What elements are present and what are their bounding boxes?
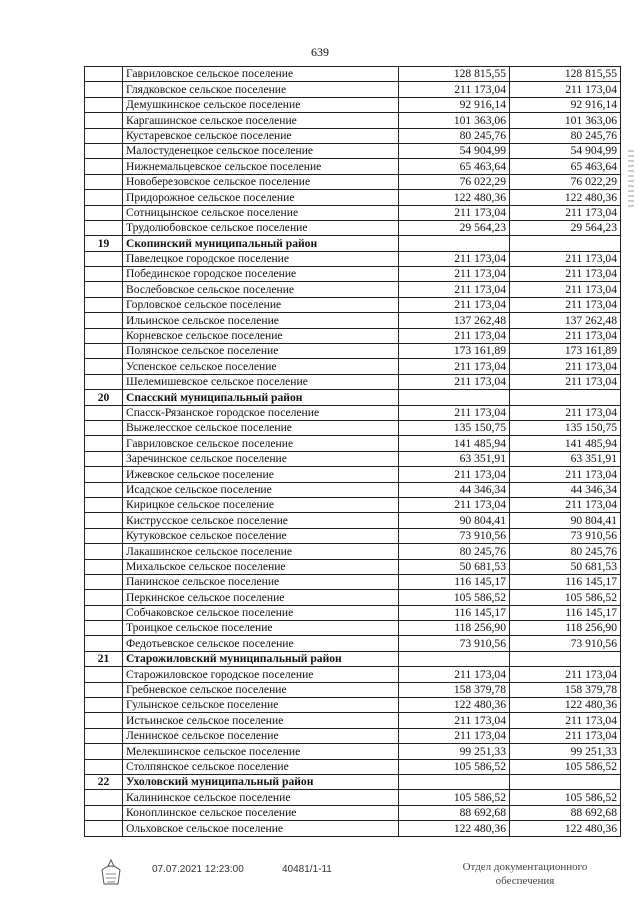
settlement-name: Кирицкое сельское поселение (123, 497, 399, 512)
settlement-name: Гребневское сельское поселение (123, 682, 399, 697)
row-number (85, 790, 123, 805)
amount-column-1: 105 586,52 (399, 759, 510, 774)
amount-column-2: 116 145,17 (510, 574, 621, 589)
table-row (85, 220, 621, 235)
amount-column-2: 211 173,04 (510, 728, 621, 743)
amount-column-1: 50 681,53 (399, 559, 510, 574)
settlement-name: Столпянское сельское поселение (123, 759, 399, 774)
table-row (85, 297, 621, 312)
settlement-name: Собчаковское сельское поселение (123, 605, 399, 620)
row-number (85, 744, 123, 759)
table-row (85, 143, 621, 158)
amount-column-1: 211 173,04 (399, 82, 510, 97)
table-row (85, 405, 621, 420)
table-row (85, 251, 621, 266)
amount-column-1: 122 480,36 (399, 698, 510, 713)
amount-column-2: 211 173,04 (510, 267, 621, 282)
table-row (85, 467, 621, 482)
row-number (85, 636, 123, 651)
amount-column-1: 54 904,99 (399, 143, 510, 158)
amount-column-1: 80 245,76 (399, 544, 510, 559)
amount-column-1: 65 463,64 (399, 159, 510, 174)
settlement-name: Спасский муниципальный район (123, 390, 399, 405)
document-number: 40481/1-11 (282, 864, 332, 875)
amount-column-2: 99 251,33 (510, 744, 621, 759)
settlement-name: Ленинское сельское поселение (123, 728, 399, 743)
settlement-name: Глядковское сельское поселение (123, 82, 399, 97)
row-number (85, 190, 123, 205)
settlement-name: Придорожное сельское поселение (123, 190, 399, 205)
amount-column-2: 90 804,41 (510, 513, 621, 528)
amount-column-2: 158 379,78 (510, 682, 621, 697)
amount-column-2: 80 245,76 (510, 544, 621, 559)
amount-column-1 (399, 651, 510, 666)
amount-column-2: 105 586,52 (510, 590, 621, 605)
settlement-name: Успенское сельское поселение (123, 359, 399, 374)
row-number (85, 574, 123, 589)
page-footer (0, 860, 640, 900)
settlement-name: Калининское сельское поселение (123, 790, 399, 805)
amount-column-1: 122 480,36 (399, 821, 510, 836)
amount-column-1: 137 262,48 (399, 313, 510, 328)
row-number (85, 698, 123, 713)
settlement-name: Перкинское сельское поселение (123, 590, 399, 605)
settlement-name: Ильинское сельское поселение (123, 313, 399, 328)
amount-column-1: 116 145,17 (399, 574, 510, 589)
table-row (85, 759, 621, 774)
row-number (85, 436, 123, 451)
amount-column-2: 211 173,04 (510, 251, 621, 266)
amount-column-1: 141 485,94 (399, 436, 510, 451)
amount-column-2: 211 173,04 (510, 328, 621, 343)
row-number (85, 297, 123, 312)
amount-column-2: 118 256,90 (510, 621, 621, 636)
amount-column-1: 173 161,89 (399, 344, 510, 359)
district-row (85, 651, 621, 666)
district-row (85, 390, 621, 405)
settlement-name: Ижевское сельское поселение (123, 467, 399, 482)
settlement-name: Выжелесское сельское поселение (123, 420, 399, 435)
emblem-icon (98, 858, 124, 888)
settlement-name: Спасск-Рязанское городское поселение (123, 405, 399, 420)
row-number (85, 497, 123, 512)
amount-column-2 (510, 651, 621, 666)
row-number: 21 (85, 651, 123, 666)
amount-column-2: 211 173,04 (510, 374, 621, 389)
settlement-name: Кутуковское сельское поселение (123, 528, 399, 543)
table-row (85, 544, 621, 559)
amount-column-2: 50 681,53 (510, 559, 621, 574)
table-row (85, 744, 621, 759)
amount-column-1: 211 173,04 (399, 205, 510, 220)
table-row (85, 790, 621, 805)
row-number (85, 528, 123, 543)
table-row (85, 698, 621, 713)
row-number (85, 143, 123, 158)
settlement-name: Заречинское сельское поселение (123, 451, 399, 466)
amount-column-1: 99 251,33 (399, 744, 510, 759)
settlement-name: Гулынское сельское поселение (123, 698, 399, 713)
row-number (85, 759, 123, 774)
amount-column-1: 128 815,55 (399, 67, 510, 82)
table-row (85, 605, 621, 620)
amount-column-1: 135 150,75 (399, 420, 510, 435)
row-number (85, 513, 123, 528)
table-row (85, 590, 621, 605)
amount-column-2: 29 564,23 (510, 220, 621, 235)
department-stamp (450, 860, 600, 888)
settlement-name: Горловское сельское поселение (123, 297, 399, 312)
row-number (85, 97, 123, 112)
row-number: 20 (85, 390, 123, 405)
table-row (85, 267, 621, 282)
amount-column-2: 65 463,64 (510, 159, 621, 174)
settlement-name: Гавриловское сельское поселение (123, 436, 399, 451)
amount-column-2: 211 173,04 (510, 359, 621, 374)
settlement-name: Сотницынское сельское поселение (123, 205, 399, 220)
row-number (85, 328, 123, 343)
amount-column-1: 76 022,29 (399, 174, 510, 189)
amount-column-1: 211 173,04 (399, 497, 510, 512)
row-number (85, 82, 123, 97)
table-row (85, 713, 621, 728)
settlement-name: Демушкинское сельское поселение (123, 97, 399, 112)
amount-column-2: 211 173,04 (510, 82, 621, 97)
amount-column-2: 73 910,56 (510, 636, 621, 651)
settlement-name: Нижнемальцевское сельское поселение (123, 159, 399, 174)
table-row (85, 559, 621, 574)
row-number (85, 251, 123, 266)
settlement-name: Коноплинское сельское поселение (123, 805, 399, 820)
scan-edge-mark (628, 150, 634, 210)
settlement-name: Ухоловский муниципальный район (123, 774, 399, 789)
row-number (85, 590, 123, 605)
table-row (85, 805, 621, 820)
row-number (85, 405, 123, 420)
table-row (85, 205, 621, 220)
table-row (85, 159, 621, 174)
settlement-name: Троицкое сельское поселение (123, 621, 399, 636)
table-row (85, 636, 621, 651)
settlement-name: Корневское сельское поселение (123, 328, 399, 343)
table-row (85, 359, 621, 374)
settlement-name: Истьинское сельское поселение (123, 713, 399, 728)
row-number (85, 67, 123, 82)
row-number (85, 451, 123, 466)
amount-column-2: 44 346,34 (510, 482, 621, 497)
amount-column-2: 211 173,04 (510, 667, 621, 682)
row-number (85, 605, 123, 620)
table-row (85, 528, 621, 543)
amount-column-1: 211 173,04 (399, 328, 510, 343)
amount-column-2: 80 245,76 (510, 128, 621, 143)
settlement-name: Мелекшинское сельское поселение (123, 744, 399, 759)
amount-column-1: 92 916,14 (399, 97, 510, 112)
amount-column-1: 211 173,04 (399, 713, 510, 728)
settlement-name: Новоберезовское сельское поселение (123, 174, 399, 189)
amount-column-1: 90 804,41 (399, 513, 510, 528)
amount-column-2: 73 910,56 (510, 528, 621, 543)
settlement-name: Малостуденецкое сельское поселение (123, 143, 399, 158)
table-row (85, 97, 621, 112)
table-row (85, 128, 621, 143)
row-number: 22 (85, 774, 123, 789)
amount-column-1: 118 256,90 (399, 621, 510, 636)
amount-column-2: 211 173,04 (510, 205, 621, 220)
table-row (85, 67, 621, 82)
row-number (85, 128, 123, 143)
settlement-name: Михальское сельское поселение (123, 559, 399, 574)
amount-column-1: 73 910,56 (399, 636, 510, 651)
table-row (85, 113, 621, 128)
amount-column-2: 128 815,55 (510, 67, 621, 82)
settlement-name: Каргашинское сельское поселение (123, 113, 399, 128)
amount-column-2: 173 161,89 (510, 344, 621, 359)
row-number (85, 682, 123, 697)
settlement-name: Кустаревское сельское поселение (123, 128, 399, 143)
row-number (85, 282, 123, 297)
amount-column-1: 73 910,56 (399, 528, 510, 543)
amount-column-2: 101 363,06 (510, 113, 621, 128)
settlement-name: Старожиловское городское поселение (123, 667, 399, 682)
table-row (85, 328, 621, 343)
amount-column-1: 80 245,76 (399, 128, 510, 143)
settlement-name: Ольховское сельское поселение (123, 821, 399, 836)
settlement-name: Панинское сельское поселение (123, 574, 399, 589)
row-number (85, 667, 123, 682)
amount-column-1: 44 346,34 (399, 482, 510, 497)
settlement-name: Вослебовское сельское поселение (123, 282, 399, 297)
table-row (85, 174, 621, 189)
table-row (85, 513, 621, 528)
table-row (85, 313, 621, 328)
table-row (85, 621, 621, 636)
row-number (85, 267, 123, 282)
settlement-name: Лакашинское сельское поселение (123, 544, 399, 559)
amount-column-2 (510, 390, 621, 405)
row-number (85, 205, 123, 220)
table-row (85, 190, 621, 205)
amount-column-1: 105 586,52 (399, 590, 510, 605)
settlement-name: Трудолюбовское сельское поселение (123, 220, 399, 235)
amount-column-1: 101 363,06 (399, 113, 510, 128)
table-row (85, 728, 621, 743)
row-number (85, 728, 123, 743)
table-row (85, 821, 621, 836)
settlements-table (84, 66, 621, 837)
row-number: 19 (85, 236, 123, 251)
row-number (85, 174, 123, 189)
row-number (85, 482, 123, 497)
amount-column-2: 76 022,29 (510, 174, 621, 189)
table-row (85, 420, 621, 435)
page-number: 639 (311, 45, 329, 59)
row-number (85, 544, 123, 559)
row-number (85, 821, 123, 836)
amount-column-2: 122 480,36 (510, 190, 621, 205)
table-row (85, 82, 621, 97)
table-row (85, 374, 621, 389)
amount-column-2: 116 145,17 (510, 605, 621, 620)
table-row (85, 282, 621, 297)
settlement-name: Федотьевское сельское поселение (123, 636, 399, 651)
table-row (85, 482, 621, 497)
row-number (85, 621, 123, 636)
settlement-name: Шелемишевское сельское поселение (123, 374, 399, 389)
amount-column-1: 211 173,04 (399, 728, 510, 743)
row-number (85, 374, 123, 389)
registration-timestamp: 07.07.2021 12:23:00 (152, 864, 244, 875)
amount-column-1: 105 586,52 (399, 790, 510, 805)
table-row (85, 682, 621, 697)
district-row (85, 236, 621, 251)
settlement-name: Гавриловское сельское поселение (123, 67, 399, 82)
amount-column-1 (399, 236, 510, 251)
amount-column-2 (510, 236, 621, 251)
amount-column-1 (399, 774, 510, 789)
amount-column-2: 105 586,52 (510, 790, 621, 805)
row-number (85, 344, 123, 359)
department-line-1: Отдел документационного (462, 861, 588, 873)
settlement-name: Павелецкое городское поселение (123, 251, 399, 266)
row-number (85, 713, 123, 728)
amount-column-2: 141 485,94 (510, 436, 621, 451)
amount-column-1: 211 173,04 (399, 359, 510, 374)
row-number (85, 359, 123, 374)
amount-column-2: 211 173,04 (510, 467, 621, 482)
amount-column-1: 211 173,04 (399, 467, 510, 482)
settlement-name: Старожиловский муниципальный район (123, 651, 399, 666)
amount-column-2: 122 480,36 (510, 698, 621, 713)
amount-column-1 (399, 390, 510, 405)
department-line-2: обеспечения (495, 875, 555, 887)
amount-column-1: 29 564,23 (399, 220, 510, 235)
amount-column-2: 211 173,04 (510, 497, 621, 512)
row-number (85, 220, 123, 235)
amount-column-1: 116 145,17 (399, 605, 510, 620)
amount-column-2: 63 351,91 (510, 451, 621, 466)
row-number (85, 313, 123, 328)
table-row (85, 344, 621, 359)
amount-column-2: 211 173,04 (510, 297, 621, 312)
district-row (85, 774, 621, 789)
amount-column-2: 105 586,52 (510, 759, 621, 774)
amount-column-1: 88 692,68 (399, 805, 510, 820)
amount-column-2: 122 480,36 (510, 821, 621, 836)
row-number (85, 420, 123, 435)
amount-column-1: 211 173,04 (399, 374, 510, 389)
amount-column-2: 135 150,75 (510, 420, 621, 435)
amount-column-2: 211 173,04 (510, 282, 621, 297)
amount-column-1: 211 173,04 (399, 297, 510, 312)
settlement-name: Скопинский муниципальный район (123, 236, 399, 251)
amount-column-2: 211 173,04 (510, 713, 621, 728)
amount-column-1: 211 173,04 (399, 251, 510, 266)
amount-column-1: 211 173,04 (399, 282, 510, 297)
table-row (85, 497, 621, 512)
settlement-name: Побединское городское поселение (123, 267, 399, 282)
amount-column-2: 211 173,04 (510, 405, 621, 420)
row-number (85, 159, 123, 174)
row-number (85, 113, 123, 128)
amount-column-1: 211 173,04 (399, 405, 510, 420)
row-number (85, 467, 123, 482)
amount-column-2: 88 692,68 (510, 805, 621, 820)
settlement-name: Исадское сельское поселение (123, 482, 399, 497)
table-row (85, 574, 621, 589)
table-row (85, 451, 621, 466)
amount-column-1: 122 480,36 (399, 190, 510, 205)
amount-column-1: 211 173,04 (399, 667, 510, 682)
amount-column-1: 63 351,91 (399, 451, 510, 466)
settlement-name: Полянское сельское поселение (123, 344, 399, 359)
table-row (85, 667, 621, 682)
table-row (85, 436, 621, 451)
settlement-name: Киструсское сельское поселение (123, 513, 399, 528)
amount-column-1: 158 379,78 (399, 682, 510, 697)
amount-column-2: 137 262,48 (510, 313, 621, 328)
amount-column-2 (510, 774, 621, 789)
row-number (85, 805, 123, 820)
amount-column-1: 211 173,04 (399, 267, 510, 282)
amount-column-2: 92 916,14 (510, 97, 621, 112)
row-number (85, 559, 123, 574)
amount-column-2: 54 904,99 (510, 143, 621, 158)
